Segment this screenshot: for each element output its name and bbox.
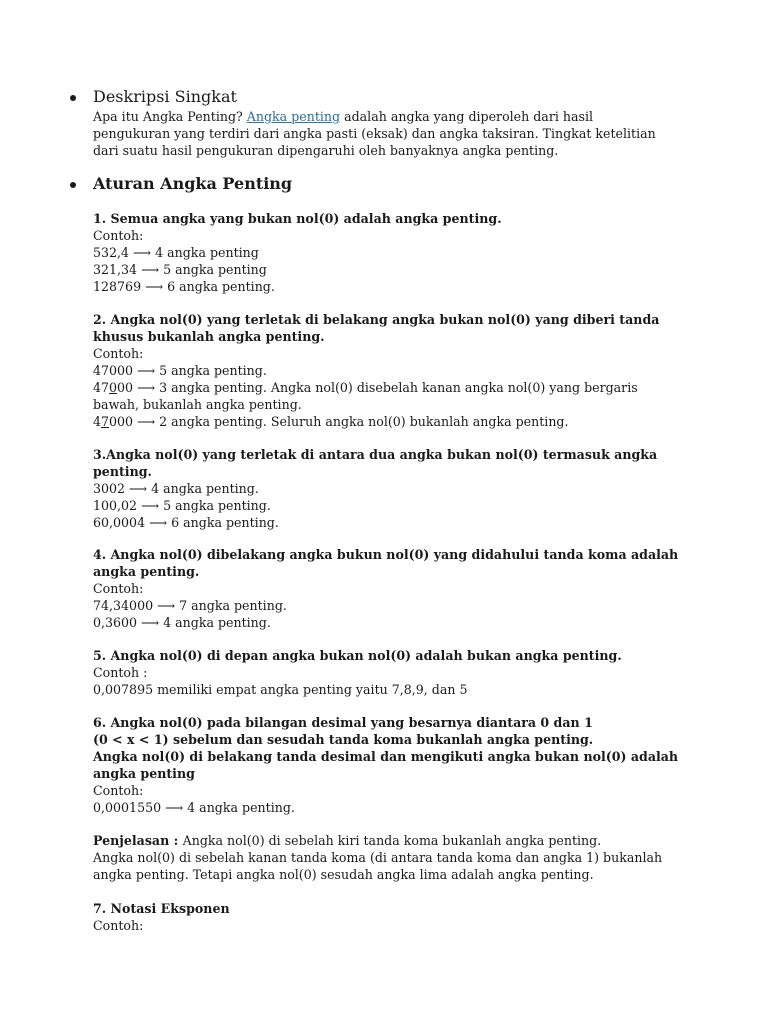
rule-heading: 4. Angka nol(0) dibelakang angka bukun nol(0) yang didahului tanda koma adalah angka penting. — [93, 547, 679, 579]
example-line: 47000 ⟶ 5 angka penting. — [93, 363, 267, 378]
section-title: Deskripsi Singkat — [93, 87, 237, 106]
rule-heading: 7. Notasi Eksponen — [93, 901, 230, 916]
explanation-line: Penjelasan : Angka nol(0) di sebelah kiri tanda koma bukanlah angka penting. — [93, 833, 602, 848]
contoh-label: Contoh: — [93, 581, 144, 596]
contoh-label: Contoh: — [93, 346, 144, 361]
contoh-label: Contoh : — [93, 665, 148, 680]
section-rules — [93, 173, 693, 195]
section-description — [93, 86, 693, 159]
example-line: 532,4 ⟶ 4 angka penting — [93, 245, 259, 260]
rule-heading: 6. Angka nol(0) pada bilangan desimal yang besarnya diantara 0 dan 1 — [93, 715, 593, 730]
rule-5 — [93, 647, 683, 698]
contoh-label: Contoh: — [93, 783, 144, 798]
rule-heading: 1. Semua angka yang bukan nol(0) adalah angka penting. — [93, 211, 502, 226]
rule-3 — [93, 446, 683, 531]
example-line: 0,007895 memiliki empat angka penting yaitu 7,8,9, dan 5 — [93, 682, 468, 697]
rule-2 — [93, 311, 683, 430]
example-line: 128769 ⟶ 6 angka penting. — [93, 279, 275, 294]
rule-heading: 5. Angka nol(0) di depan angka bukan nol(0) adalah bukan angka penting. — [93, 648, 622, 663]
rule-4 — [93, 546, 683, 631]
contoh-label: Contoh: — [93, 918, 144, 933]
example-line: 321,34 ⟶ 5 angka penting — [93, 262, 267, 277]
rule-6 — [93, 714, 683, 816]
rule-heading: Angka nol(0) di belakang tanda desimal dan mengikuti angka bukan nol(0) adalah angka penting — [93, 749, 679, 781]
rule-heading: (0 < x < 1) sebelum dan sesudah tanda koma bukanlah angka penting. — [93, 732, 594, 747]
rule-heading: 2. Angka nol(0) yang terletak di belakang angka bukan nol(0) yang diberi tanda khusus bukanlah angka penting. — [93, 312, 660, 344]
example-line: 47000 ⟶ 3 angka penting. Angka nol(0) disebelah kanan angka nol(0) yang bergaris bawah, bukanlah angka penting. — [93, 380, 638, 412]
example-line: 47000 ⟶ 2 angka penting. Seluruh angka nol(0) bukanlah angka penting. — [93, 414, 569, 429]
explanation-line: Angka nol(0) di sebelah kanan tanda koma (di antara tanda koma dan angka 1) bukanlah angka penting. Tetapi angka nol(0) sesudah angka lima adalah angka penting. — [93, 850, 663, 882]
example-line: 3002 ⟶ 4 angka penting. — [93, 481, 259, 496]
description-text: Apa itu Angka Penting? — [93, 109, 247, 124]
rule-7 — [93, 900, 683, 934]
example-line: 0,3600 ⟶ 4 angka penting. — [93, 615, 271, 630]
contoh-label: Contoh: — [93, 228, 144, 243]
rule-1 — [93, 210, 683, 295]
example-line: 74,34000 ⟶ 7 angka penting. — [93, 598, 287, 613]
section-title: Aturan Angka Penting — [93, 174, 293, 193]
rule-heading: 3.Angka nol(0) yang terletak di antara dua angka bukan nol(0) termasuk angka penting. — [93, 447, 658, 479]
explanation-label: Penjelasan : — [93, 833, 183, 848]
bullet-icon — [70, 95, 76, 101]
explanation — [93, 832, 683, 883]
example-line: 100,02 ⟶ 5 angka penting. — [93, 498, 271, 513]
angka-penting-link[interactable]: Angka penting — [246, 109, 341, 124]
example-line: 60,0004 ⟶ 6 angka penting. — [93, 515, 279, 530]
description-paragraph — [93, 108, 673, 159]
bullet-icon — [70, 182, 76, 188]
example-line: 0,0001550 ⟶ 4 angka penting. — [93, 800, 295, 815]
description-text: adalah angka yang diperoleh dari hasil pengukuran yang terdiri dari angka pasti (eksak) dan angka taksiran. Tingkat ketelitian dari suatu hasil pengukuran dipengaruhi oleh banyaknya angka penting. — [93, 109, 656, 158]
